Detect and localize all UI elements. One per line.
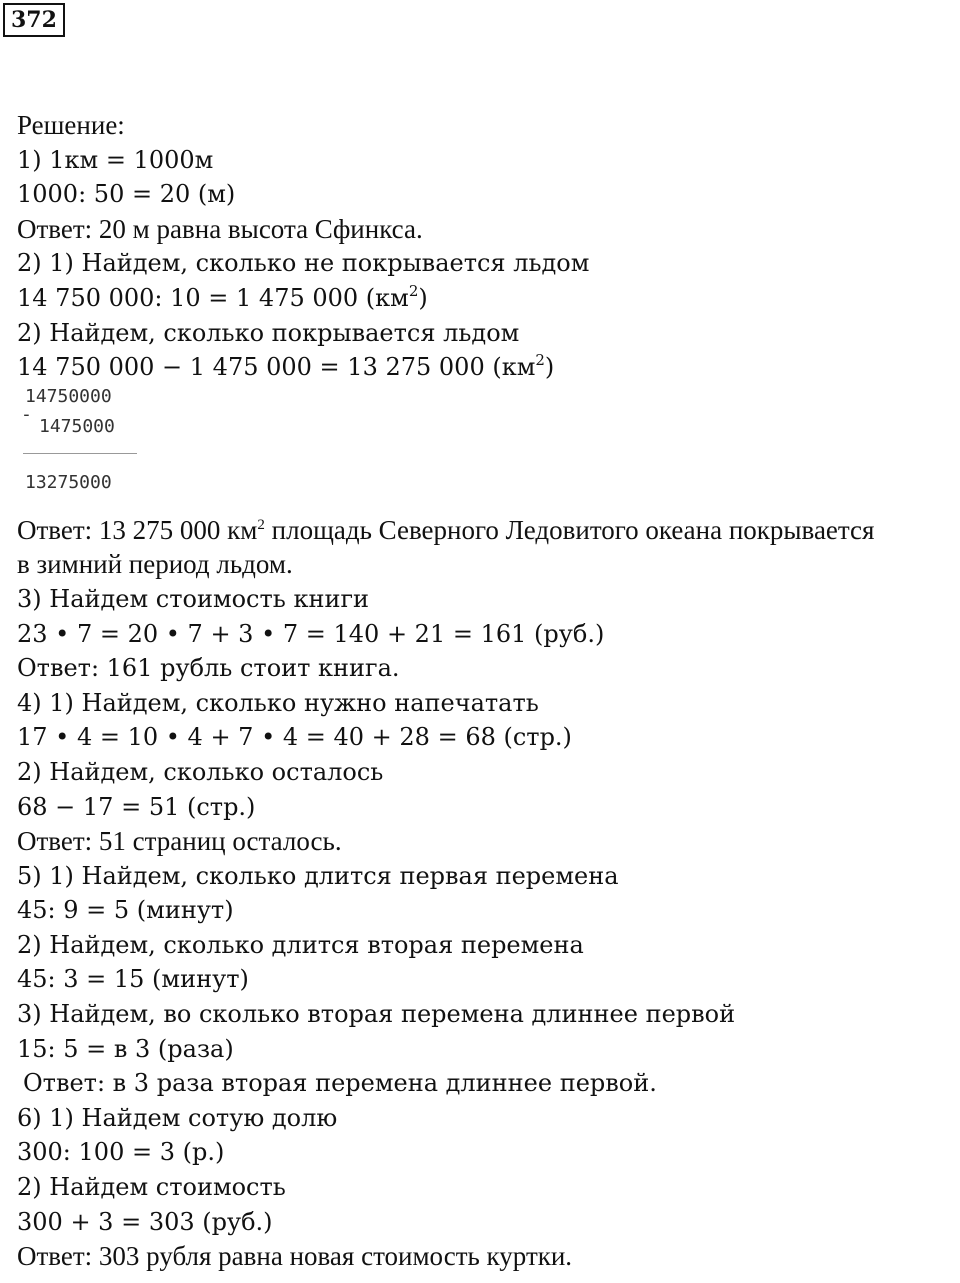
p5-calc2: 45: 3 = 15 (минут) xyxy=(17,965,249,994)
p1-answer: Ответ: 20 м равна высота Сфинкса. xyxy=(17,213,423,244)
p2-answer-b: площадь Северного Ледовитого океана покрывается xyxy=(264,514,875,545)
solution-heading: Решение: xyxy=(17,110,125,140)
p2-answer-line2: в зимний период льдом. xyxy=(17,549,293,580)
p2-calc1-text: 14 750 000: 10 = 1 475 000 (км xyxy=(17,283,409,312)
p5-answer: Ответ: в 3 раза вторая перемена длиннее первой. xyxy=(23,1069,657,1098)
p2-calc1-sup: 2 xyxy=(408,281,419,300)
p6-step1: 6) 1) Найдем сотую долю xyxy=(17,1103,338,1132)
p2-answer-a: Ответ: 13 275 000 км xyxy=(17,514,258,545)
p5-calc1: 45: 9 = 5 (минут) xyxy=(17,896,234,925)
column-rule xyxy=(23,453,137,454)
p2-calc2-sup: 2 xyxy=(535,351,545,370)
p4-step2: 2) Найдем, сколько осталось xyxy=(17,757,384,786)
p4-answer: Ответ: 51 страниц осталось. xyxy=(17,826,342,857)
p2-calc1 xyxy=(17,281,960,316)
solution xyxy=(17,108,960,1274)
p6-step2: 2) Найдем стоимость xyxy=(17,1173,286,1202)
p6-calc2: 300 + 3 = 303 (руб.) xyxy=(17,1207,273,1236)
column-subtraction xyxy=(17,385,960,513)
p3-calc: 23 • 7 = 20 • 7 + 3 • 7 = 140 + 21 = 161 (руб.) xyxy=(17,619,605,648)
p3-answer: Ответ: 161 рубль стоит книга. xyxy=(17,654,400,683)
p4-calc2: 68 − 17 = 51 (стр.) xyxy=(17,792,256,821)
p4-calc1: 17 • 4 = 10 • 4 + 7 • 4 = 40 + 28 = 68 (стр.) xyxy=(17,723,572,752)
p2-step1: 2) 1) Найдем, сколько не покрывается льдом xyxy=(17,249,590,278)
task-number: 372 xyxy=(3,3,65,37)
column-minus-sign: - xyxy=(21,403,32,425)
p2-calc2-end: ) xyxy=(544,353,555,382)
p5-step1: 5) 1) Найдем, сколько длится первая перемена xyxy=(17,861,619,890)
column-minuend: 14750000 xyxy=(25,385,112,407)
p1-line2: 1000: 50 = 20 (м) xyxy=(17,180,236,209)
p2-answer xyxy=(17,513,960,548)
p4-step1: 4) 1) Найдем, сколько нужно напечатать xyxy=(17,688,539,717)
p1-line1: 1) 1км = 1000м xyxy=(17,145,214,174)
p5-step3: 3) Найдем, во сколько вторая перемена длиннее первой xyxy=(17,1000,736,1029)
p2-calc2-text: 14 750 000 − 1 475 000 = 13 275 000 (км xyxy=(17,353,536,382)
p2-step2: 2) Найдем, сколько покрывается льдом xyxy=(17,318,520,347)
column-subtrahend: 1475000 xyxy=(39,415,115,437)
p3-step: 3) Найдем стоимость книги xyxy=(17,584,370,613)
column-result: 13275000 xyxy=(25,471,112,493)
p6-calc1: 300: 100 = 3 (р.) xyxy=(17,1138,225,1167)
p2-calc1-end: ) xyxy=(418,283,428,312)
p6-answer: Ответ: 303 рубля равна новая стоимость куртки. xyxy=(17,1241,573,1272)
p5-step2: 2) Найдем, сколько длится вторая перемена xyxy=(17,930,584,959)
p5-calc3: 15: 5 = в 3 (раза) xyxy=(17,1034,234,1063)
p2-answer-sup: 2 xyxy=(257,516,265,533)
p2-calc2 xyxy=(17,350,960,385)
